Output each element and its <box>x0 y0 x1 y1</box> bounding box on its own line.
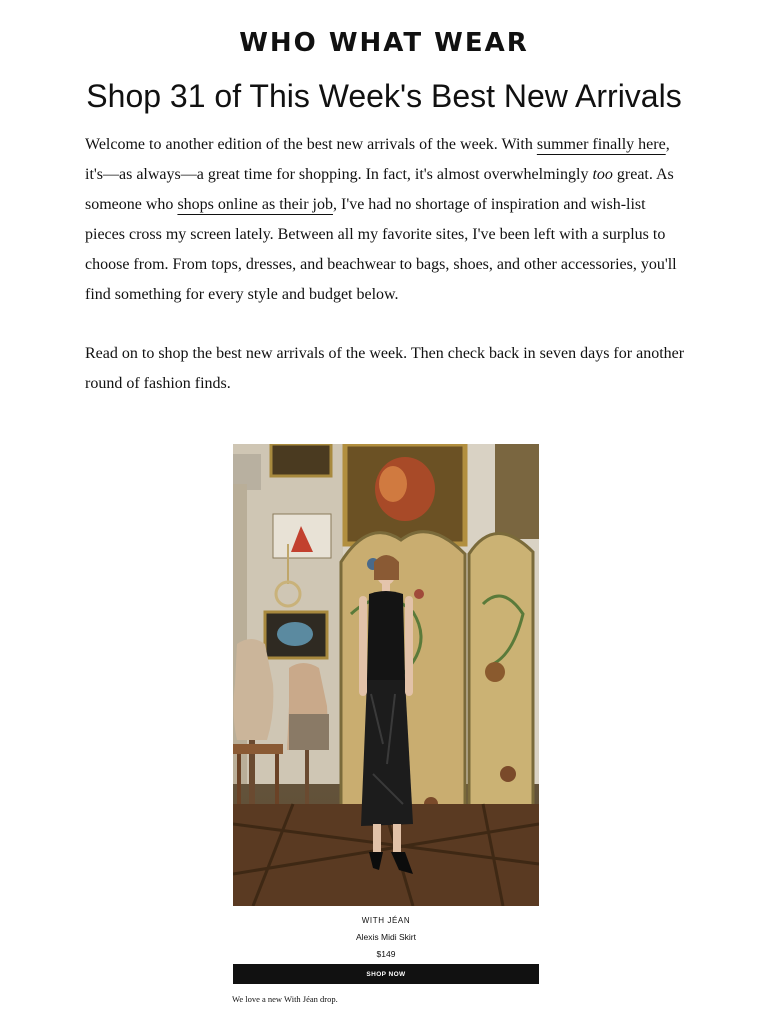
shop-now-button[interactable]: SHOP NOW <box>233 964 539 984</box>
site-logo[interactable]: WHO WHAT WEAR <box>239 28 529 58</box>
intro-text-3: great. As someone who <box>85 166 674 213</box>
shops-online-link[interactable]: shops online as their job <box>177 196 333 213</box>
intro-paragraph <box>85 130 685 310</box>
intro-text-4: , I've had no shortage of inspiration and wish-list pieces cross my screen lately. Between all my favorite sites, I've been left with a surplus to choose from. From tops, dresses, and beachwear to bags, shoes, and other accessories, you'll find something for every style and budget below. <box>85 196 677 303</box>
product-name[interactable]: Alexis Midi Skirt <box>356 932 416 942</box>
summer-link[interactable]: summer finally here <box>536 136 666 153</box>
article-title: Shop 31 of This Week's Best New Arrivals <box>86 78 682 114</box>
product-caption: We love a new With Jéan drop. <box>232 994 338 1004</box>
product-price: $149 <box>376 949 396 959</box>
product-photo-illustration <box>233 444 539 906</box>
emphasis-too: too <box>592 166 613 183</box>
article-body <box>85 130 685 428</box>
product-info <box>233 912 539 961</box>
intro-text-2: , it's—as always—a great time for shopping. In fact, it's almost overwhelmingly <box>85 136 670 183</box>
second-paragraph: Read on to shop the best new arrivals of the week. Then check back in seven days for another round of fashion finds. <box>85 345 685 392</box>
product-photo[interactable] <box>233 444 539 906</box>
intro-text-1: Welcome to another edition of the best new arrivals of the week. With <box>85 136 537 153</box>
product-brand: WITH JÉAN <box>361 916 411 925</box>
